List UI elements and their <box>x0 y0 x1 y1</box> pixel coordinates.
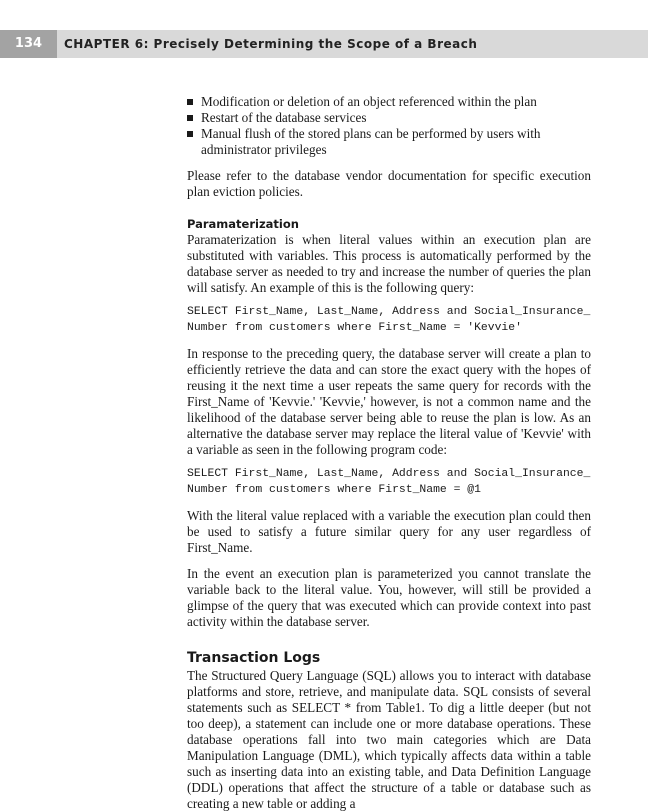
code-line: Number from customers where First_Name = @1 <box>187 484 481 496</box>
bullet-list <box>187 94 591 158</box>
page-body <box>187 94 591 812</box>
list-item: Modification or deletion of an object referenced within the plan <box>187 94 591 110</box>
intro-paragraph: Please refer to the database vendor documentation for specific execution plan eviction policies. <box>187 168 591 199</box>
code-line: SELECT First_Name, Last_Name, Address and Social_Insurance_ <box>187 468 591 480</box>
code-block <box>187 304 591 336</box>
list-item: Restart of the database services <box>187 110 591 126</box>
parameterization-paragraph: With the literal value replaced with a variable the execution plan could then be used to satisfy a future similar query for any user regardless of First_Name. <box>187 508 591 555</box>
page-number: 134 <box>0 30 57 58</box>
code-block <box>187 466 591 498</box>
parameterization-heading: Paramaterization <box>187 217 299 231</box>
running-header <box>0 30 648 58</box>
code-line: SELECT First_Name, Last_Name, Address and Social_Insurance_ <box>187 306 591 318</box>
chapter-title: CHAPTER 6: Precisely Determining the Scope of a Breach <box>64 37 478 51</box>
transaction-logs-paragraph: The Structured Query Language (SQL) allows you to interact with database platforms and store, retrieve, and manipulate data. SQL consists of several statements such as SELECT * from Table1. To dig a little deeper (but not too deep), a statement can include one or more database operations. These database operations fall into two main categories which are Data Manipulation Language (DML), which typically affects data within a table such as inserting data into an existing table, and Data Definition Language (DDL) operations that affect the structure of a table or database such as creating a new table or adding a <box>187 668 591 811</box>
code-line: Number from customers where First_Name = 'Kevvie' <box>187 322 522 334</box>
parameterization-paragraph: In response to the preceding query, the database server will create a plan to efficiently retrieve the data and can store the exact query with the hopes of reusing it the next time a user repeats the same query for records with the First_Name of 'Kevvie.' 'Kevvie,' however, is not a common name and the likelihood of the database server being able to reuse the plan is low. As an alternative the database server may replace the literal value of 'Kevvie' with a variable as seen in the following program code: <box>187 346 591 457</box>
list-item: Manual flush of the stored plans can be performed by users with administrator privileges <box>187 126 591 158</box>
parameterization-paragraph: In the event an execution plan is parameterized you cannot translate the variable back to the literal value. You, however, will still be provided a glimpse of the query that was executed which can provide context into past activity within the database server. <box>187 566 591 629</box>
parameterization-paragraph: Paramaterization is when literal values within an execution plan are substituted with variables. This process is automatically performed by the database server as needed to try and increase the number of queries the plan will satisfy. An example of this is the following query: <box>187 232 591 295</box>
transaction-logs-heading: Transaction Logs <box>187 650 321 666</box>
